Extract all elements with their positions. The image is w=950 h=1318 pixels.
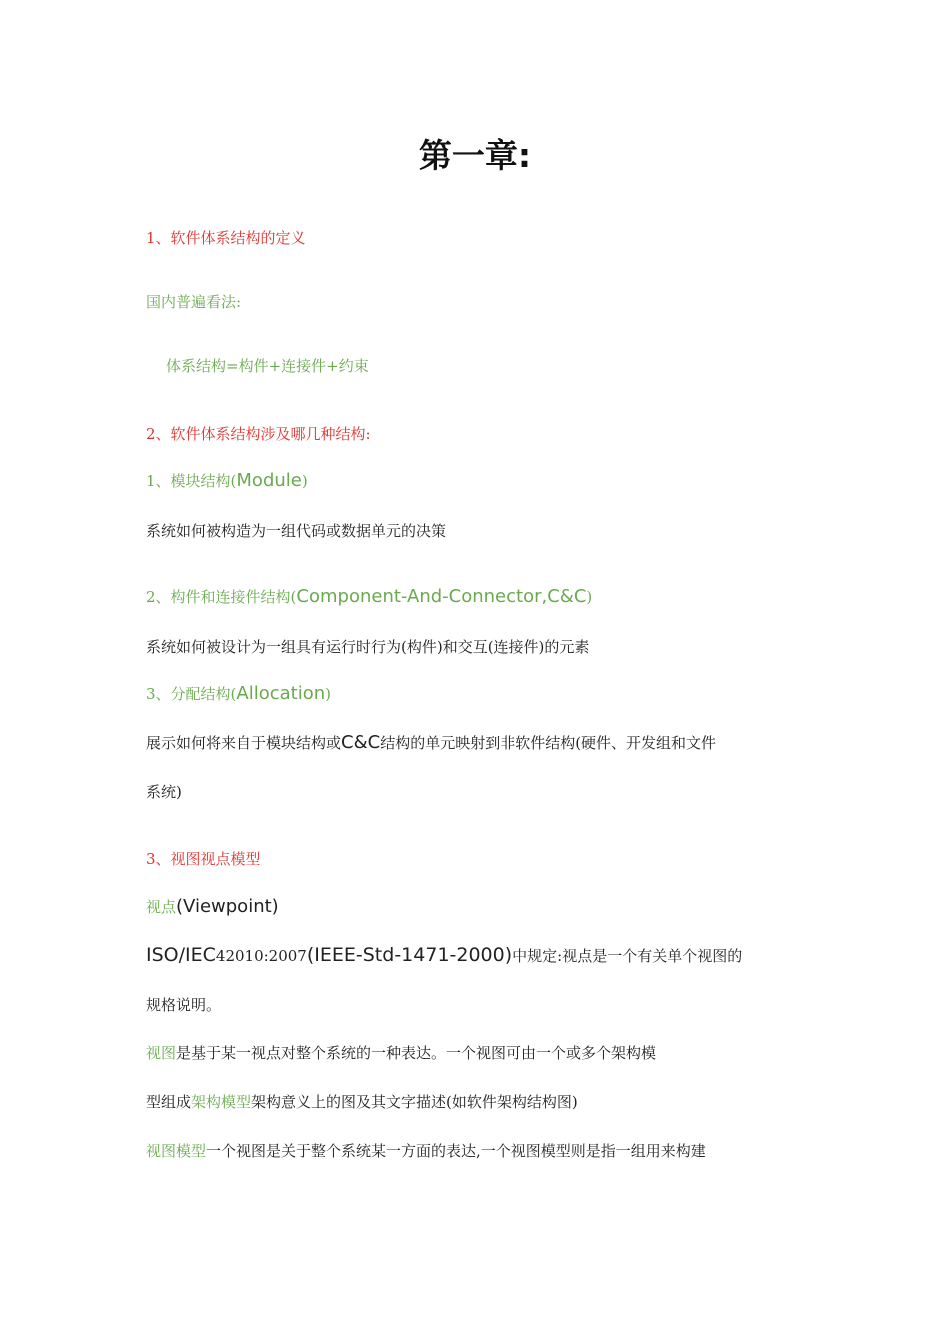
allocation-desc-line-2: 系统) bbox=[146, 783, 182, 801]
cc-suffix: ) bbox=[586, 588, 593, 606]
view-model-text: 一个视图是关于整个系统某一方面的表达,一个视图模型则是指一组用来构建 bbox=[206, 1142, 706, 1160]
allocation-term: Allocation bbox=[236, 683, 326, 704]
view-model-term: 视图模型 bbox=[146, 1142, 207, 1160]
view-model-definition bbox=[146, 1141, 706, 1161]
viewpoint-label: 视点 bbox=[146, 898, 177, 916]
section-2-heading: 2、软件体系结构涉及哪几种结构: bbox=[146, 425, 371, 443]
iso-std-a: ISO/IEC bbox=[146, 944, 216, 966]
view-text-cont-a: 型组成 bbox=[146, 1093, 192, 1111]
allocation-desc-line-1 bbox=[146, 733, 716, 753]
architecture-model-term: 架构模型 bbox=[191, 1093, 252, 1111]
allocation-suffix: ) bbox=[325, 685, 331, 703]
iso-standard-line bbox=[146, 945, 742, 966]
view-term: 视图 bbox=[146, 1044, 177, 1062]
view-text-cont-b: 架构意义上的图及其文字描述(如软件架构结构图) bbox=[251, 1093, 578, 1111]
module-structure-heading bbox=[146, 471, 308, 491]
section-3-heading: 3、视图视点模型 bbox=[146, 850, 261, 868]
viewpoint-term: (Viewpoint) bbox=[176, 896, 279, 917]
iso-std-b: (IEEE-Std-1471-2000) bbox=[306, 944, 513, 966]
view-definition-line-2 bbox=[146, 1092, 578, 1112]
cc-term: Component-And-Connector,C&C bbox=[296, 586, 587, 607]
cc-structure-desc: 系统如何被设计为一组具有运行时行为(构件)和交互(连接件)的元素 bbox=[146, 638, 590, 656]
allocation-desc-a: 展示如何将来自于模块结构或 bbox=[146, 734, 342, 752]
view-text: 是基于某一视点对整个系统的一种表达。一个视图可由一个或多个架构模 bbox=[176, 1044, 657, 1062]
allocation-structure-heading bbox=[146, 684, 331, 704]
viewpoint-heading bbox=[146, 897, 279, 917]
iso-std-num: 42010:2007 bbox=[215, 947, 307, 965]
iso-text: 中规定:视点是一个有关单个视图的 bbox=[512, 947, 743, 965]
cc-prefix: 2、构件和连接件结构( bbox=[146, 588, 297, 606]
view-definition-line-1 bbox=[146, 1043, 656, 1063]
chapter-title: 第一章: bbox=[418, 136, 532, 175]
section-1-heading: 1、软件体系结构的定义 bbox=[146, 229, 306, 247]
module-prefix: 1、模块结构( bbox=[146, 472, 237, 490]
allocation-desc-b: 结构的单元映射到非软件结构(硬件、开发组和文件 bbox=[380, 734, 717, 752]
module-structure-desc: 系统如何被构造为一组代码或数据单元的决策 bbox=[146, 522, 447, 540]
domestic-view-label: 国内普遍看法: bbox=[146, 293, 242, 311]
allocation-desc-term: C&C bbox=[341, 732, 381, 753]
module-suffix: ) bbox=[301, 472, 308, 490]
architecture-formula: 体系结构=构件+连接件+约束 bbox=[166, 357, 369, 375]
cc-structure-heading bbox=[146, 587, 592, 607]
allocation-prefix: 3、分配结构( bbox=[146, 685, 237, 703]
module-term: Module bbox=[236, 470, 302, 491]
iso-text-continued: 规格说明。 bbox=[146, 996, 222, 1014]
